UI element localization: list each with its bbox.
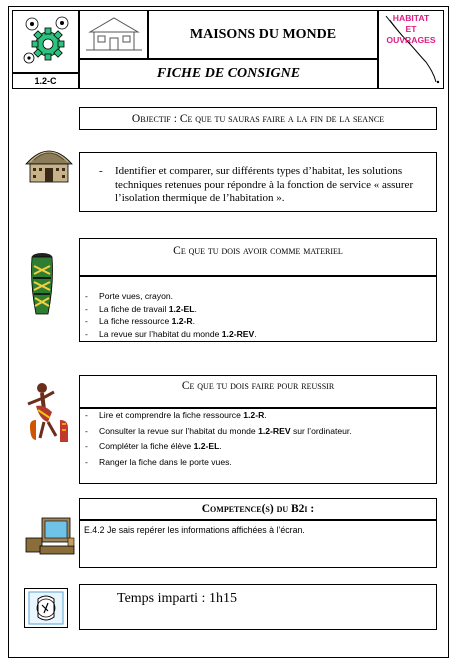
materiel-item-text: La fiche ressource [99,316,172,327]
materiel-item [83,328,433,341]
materiel-item [83,290,433,303]
faire-item [83,439,433,455]
faire-item-text: Compléter la fiche élève [99,441,194,451]
objectif-item [99,165,429,206]
materiel-list [83,290,433,340]
page-subtitle: FICHE DE CONSIGNE [156,66,301,81]
competence-text: E.4.2 Je sais repérer les informations affichées à l’écran. [84,525,305,535]
dancer-icon [22,380,74,446]
hut-icon [24,140,74,186]
objectif-title: Objectif : Ce que tu sauras faire a la fin de la seance [131,113,385,125]
materiel-item-text: La fiche de travail [99,303,169,314]
faire-item-ref: 1.2-R [243,410,265,420]
faire-list [83,408,433,470]
materiel-item-ref: 1.2-REV [221,328,255,339]
objectif-item-text: Identifier et comparer, sur différents types d’habitat, les solutions techniques retenues pour répondre à la fonction de service « assurer l’isolation thermique de l’habitation ». [115,165,414,204]
faire-item [83,424,433,440]
materiel-item-text: Porte vues, crayon. [99,291,174,301]
competence-title: Competence(s) du B2i : [201,503,315,515]
page-code: 1.2-C [34,76,57,86]
materiel-item-suffix: . [254,328,257,339]
materiel-item [83,315,433,328]
faire-item-suffix: . [219,441,222,451]
computer-icon [24,516,76,556]
gears-icon [22,14,70,66]
page-title: MAISONS DU MONDE [189,27,337,42]
materiel-item-ref: 1.2-R [171,316,193,327]
materiel-item-text: La revue sur l’habitat du monde [99,328,222,339]
faire-title: Ce que tu dois faire pour reussir [181,380,335,392]
materiel-item-suffix: . [192,316,196,327]
stopwatch-icon [28,591,64,625]
map-label-line-2: ET [405,24,417,34]
drum-icon [30,252,54,316]
house-icon [86,14,142,54]
faire-item [83,408,433,424]
faire-item-ref: 1.2-REV [258,425,291,436]
temps-text: Temps imparti : 1h15 [117,591,237,606]
materiel-item [83,303,433,316]
faire-item-suffix: sur l’ordinateur. [290,425,352,436]
objectif-list [99,165,429,206]
faire-item-text: Consulter la revue sur l’habitat du monde [99,425,259,436]
faire-item-text: Ranger la fiche dans le porte vues. [99,456,232,467]
map-label-line-3: OUVRAGES [386,35,436,45]
objectif-bullet: - [99,165,103,177]
faire-item-text: Lire et comprendre la fiche ressource [99,410,244,420]
map-label [380,13,442,46]
materiel-item-suffix: . [194,303,197,314]
map-label-line-1: HABITAT [392,13,430,23]
faire-item-ref: 1.2-EL [193,441,220,451]
materiel-item-ref: 1.2-EL [168,303,195,314]
materiel-title: Ce que tu dois avoir comme materiel [173,245,343,257]
faire-item [83,455,433,471]
faire-item-suffix: . [264,410,267,420]
